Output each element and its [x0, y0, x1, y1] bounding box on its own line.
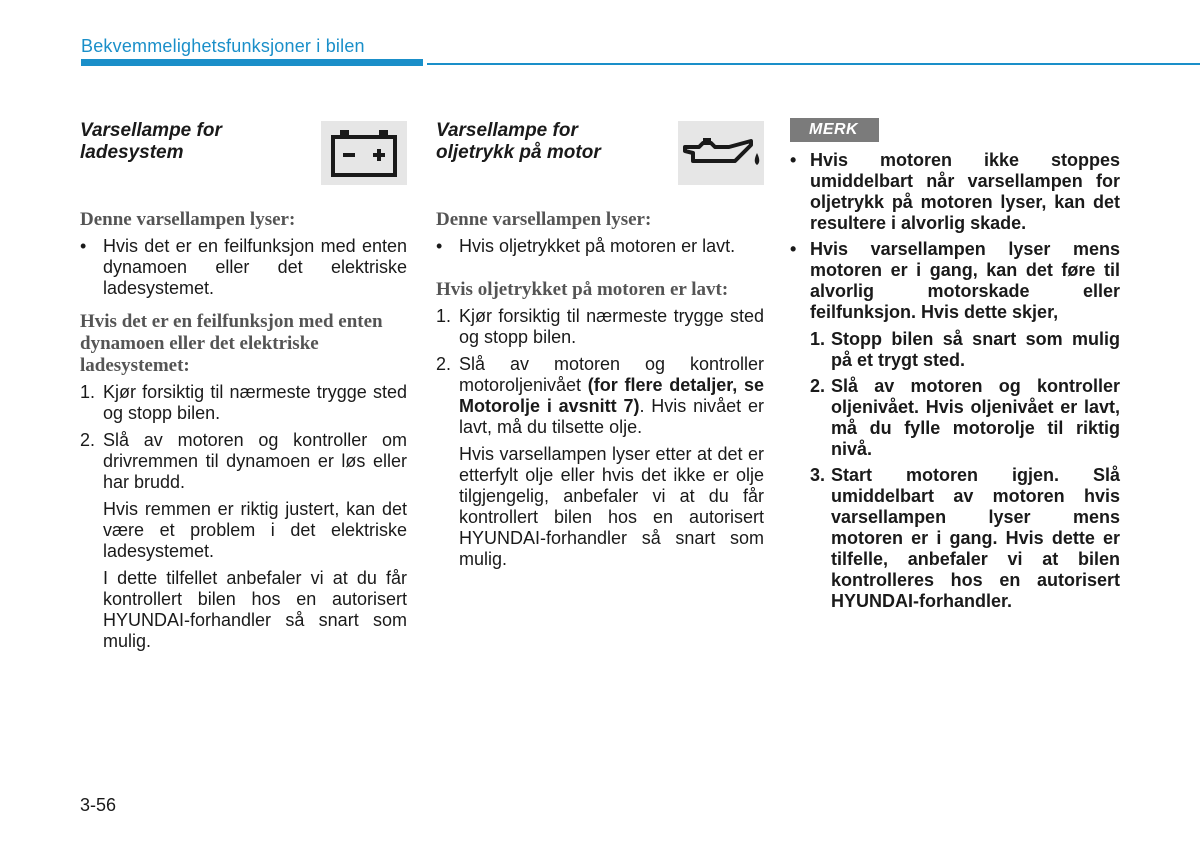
section-title: Varsellampe for oljetrykk på motor — [436, 120, 601, 163]
note-section — [790, 118, 1120, 617]
list-item: • Hvis oljetrykket på motoren er lavt. — [436, 236, 736, 256]
lights-heading: Denne varsellampen lyser: — [80, 209, 296, 230]
list-item: • Hvis motoren ikke stoppes umiddelbart når varsellampen for oljetrykk på motoren lyser, kan det resultere i alvorlig skade. — [790, 150, 1120, 233]
oil-pressure-section — [436, 118, 764, 570]
header-rule — [427, 63, 1200, 65]
list-item: 3. Start motoren igjen. Slå umiddelbart av motoren hvis varsellampen lyser mens motoren er i gang. Hvis dette er tilfelle, anbefaler vi at bilen kontrolleres hos en autorisert HYUNDAI-forhandler. — [810, 465, 1120, 611]
paragraph: I dette tilfellet anbefaler vi at du får kontrollert bilen hos en autorisert HYUNDAI-forhandler så snart som mulig. — [103, 568, 407, 651]
header-accent-bar — [81, 59, 423, 66]
list-item: • Hvis varsellampen lyser mens motoren er i gang, kan det føre til alvorlig motorskade eller feilfunksjon. Hvis dette skjer, 1. Stopp bilen så snart som mulig på et trygt sted. 2. Slå av motoren og kontroller oljenivået. Hvis oljenivået er lavt, må du fylle motorolje til riktig nivå. 3. Start motoren igjen. Slå umiddelbart av motoren hvis varsellampen lyser mens motoren er i gang. Hvis dette er tilfelle, anbefaler vi at bilen kontrolleres hos en autorisert HYUNDAI-forhandler. — [790, 239, 1120, 611]
list-item: • Hvis det er en feilfunksjon med enten dynamoen eller det elektriske ladesystemet. — [80, 236, 407, 298]
list-item: 1. Kjør forsiktig til nærmeste trygge sted og stopp bilen. — [80, 382, 407, 423]
fault-heading: Hvis det er en feilfunksjon med enten dynamoen eller det elektriske ladesystemet: — [80, 311, 383, 376]
page-header-title: Bekvemmelighetsfunksjoner i bilen — [81, 36, 365, 56]
oil-can-icon — [678, 121, 764, 185]
list-item: 2. Slå av motoren og kontroller oljenivået. Hvis oljenivået er lavt, må du fylle motorolje til riktig nivå. — [810, 376, 1120, 459]
lights-heading: Denne varsellampen lyser: — [436, 209, 652, 230]
paragraph: Hvis varsellampen lyser etter at det er etterfylt olje eller hvis det ikke er olje tilgjengelig, anbefaler vi at du får kontrollert bilen hos en autorisert HYUNDAI-forhandler så snart som mulig. — [459, 444, 764, 569]
battery-icon — [321, 121, 407, 185]
page-number: 3-56 — [80, 795, 117, 815]
list-item: 1. Kjør forsiktig til nærmeste trygge sted og stopp bilen. — [436, 306, 764, 347]
list-item: 2. Slå av motoren og kontroller om drivremmen til dynamoen er løs eller har brudd. — [80, 430, 407, 492]
paragraph: Hvis remmen er riktig justert, kan det være et problem i det elektriske ladesystemet. — [103, 499, 407, 561]
list-item: 1. Stopp bilen så snart som mulig på et trygt sted. — [810, 329, 1120, 370]
note-badge: MERK — [790, 118, 879, 142]
low-pressure-heading: Hvis oljetrykket på motoren er lavt: — [436, 279, 729, 300]
section-title: Varsellampe for ladesystem — [80, 120, 222, 163]
charging-system-section — [80, 118, 407, 652]
list-item: 2. Slå av motoren og kontroller motoroljenivået (for flere detaljer, se Motorolje i avsnitt 7). Hvis nivået er lavt, må du tilsette olje. — [436, 354, 764, 437]
